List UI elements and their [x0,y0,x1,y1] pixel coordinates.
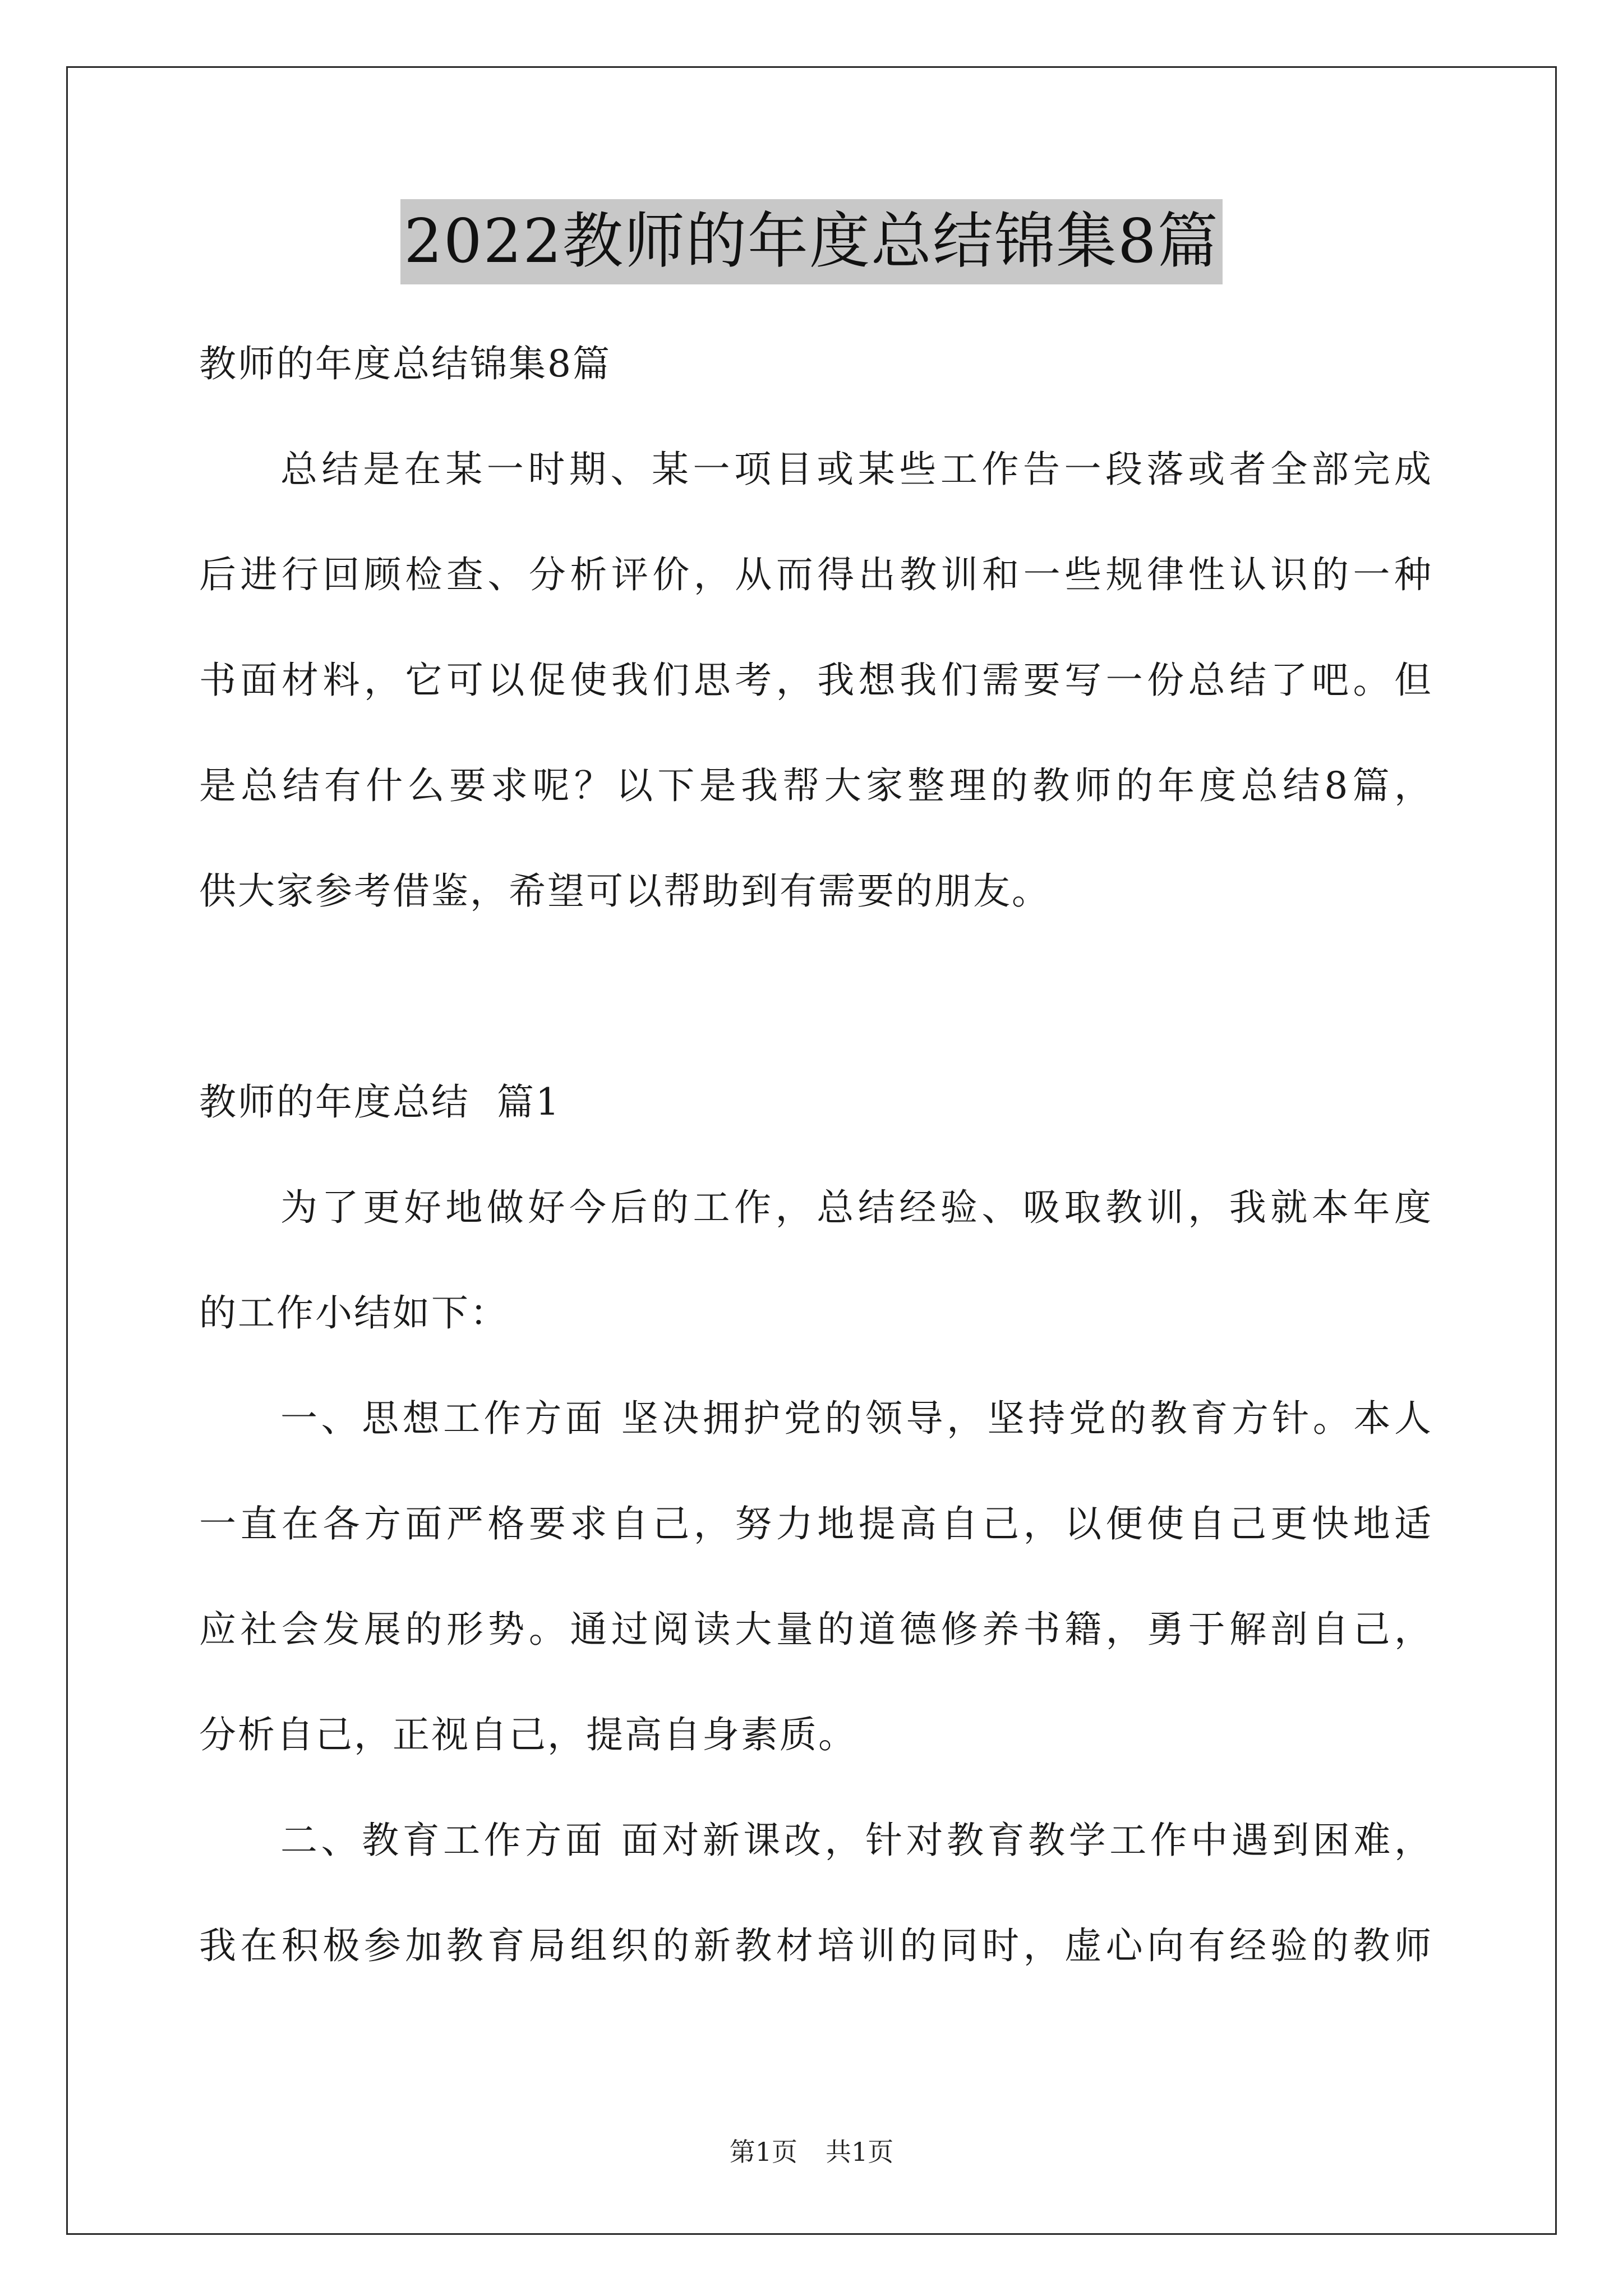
para2-line-1: 一、思想工作方面 坚决拥护党的领导，坚持党的教育方针。本人 [280,1397,1433,1440]
document-body [199,311,1433,1999]
intro-line-3: 书面材料，它可以促使我们思考，我想我们需要写一份总结了吧。但 [199,659,1433,702]
page-number: 第1页 [729,2137,797,2167]
para2-line-2: 一直在各方面严格要求自己，努力地提高自己，以便使自己更快地适 [199,1502,1433,1545]
title-wrap [0,199,1623,284]
page-total: 共1页 [826,2137,894,2167]
document-title: 2022教师的年度总结锦集8篇 [400,199,1223,284]
para3-line-1: 二、教育工作方面 面对新课改，针对教育教学工作中遇到困难， [280,1819,1433,1862]
blank-gap [199,944,1433,1050]
para2-line-3: 应社会发展的形势。通过阅读大量的道德修养书籍，勇于解剖自己， [199,1608,1433,1651]
page-footer [0,2132,1623,2169]
para2-line-4: 分析自己，正视自己，提高自身素质。 [199,1713,857,1756]
para1-line-2: 的工作小结如下： [199,1291,509,1335]
intro-line-5: 供大家参考借鉴，希望可以帮助到有需要的朋友。 [199,869,1050,913]
section-heading: 教师的年度总结 篇1 [199,1080,561,1124]
para3-line-2: 我在积极参加教育局组织的新教材培训的同时，虚心向有经验的教师 [199,1924,1433,1967]
intro-line-4: 是总结有什么要求呢？以下是我帮大家整理的教师的年度总结8篇， [199,764,1433,807]
subtitle: 教师的年度总结锦集8篇 [199,342,611,385]
para1-line-1: 为了更好地做好今后的工作，总结经验、吸取教训，我就本年度 [280,1186,1433,1229]
intro-line-1: 总结是在某一时期、某一项目或某些工作告一段落或者全部完成 [280,448,1433,491]
intro-line-2: 后进行回顾检查、分析评价，从而得出教训和一些规律性认识的一种 [199,553,1433,596]
